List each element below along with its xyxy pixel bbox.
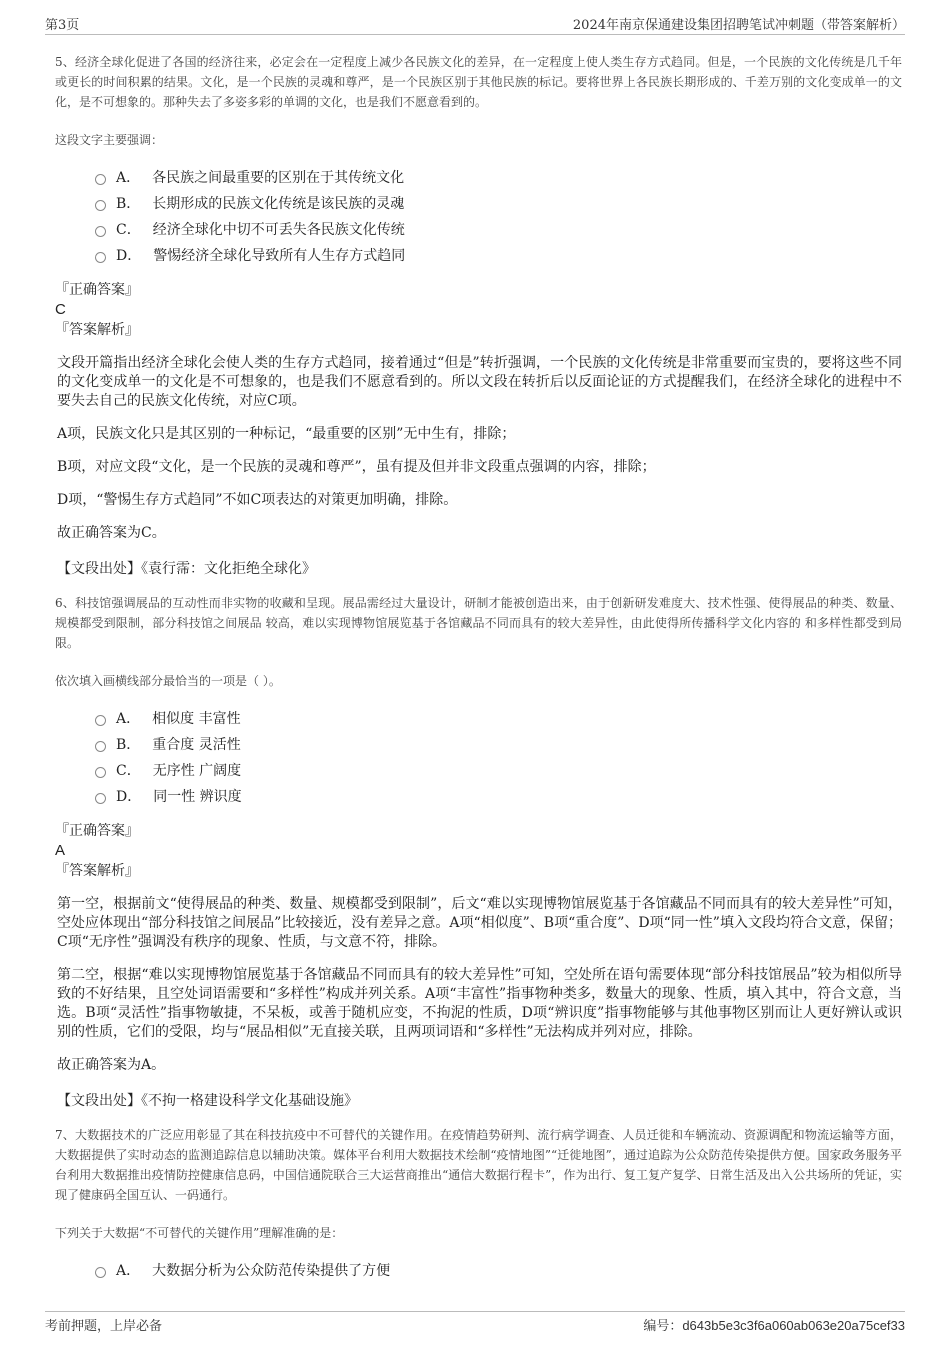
answer-label: 『正确答案』 (55, 823, 139, 839)
analysis-paragraph: 第一空，根据前文“使得展品的种类、数量、规模都受到限制”，后文“难以实现博物馆展览基于各馆藏品不同而具有的较大差异性”可知，空处应体现出“部分科技馆之间展品”比较接近，没有差异之意。A项“相似度”、B项“重合度”、D项“同一性”填入文段均符合文意，保留；C项“无序性”强调没有秩序的现象、性质，与文意不符，排除。 (57, 896, 902, 950)
option-c[interactable]: C． 经济全球化中切不可丢失各民族文化传统 (95, 216, 902, 242)
option-a[interactable]: A． 相似度 丰富性 (95, 705, 902, 731)
radio-icon[interactable] (95, 767, 106, 778)
option-list (95, 164, 902, 268)
option-d[interactable]: D． 警惕经济全球化导致所有人生存方式趋同 (95, 242, 902, 268)
question-prompt: 依次填入画横线部分最恰当的一项是（ ）。 (55, 674, 281, 688)
analysis-paragraph: A项，民族文化只是其区别的一种标记，“最重要的区别”无中生有，排除； (57, 426, 516, 442)
radio-icon[interactable] (95, 741, 106, 752)
option-c[interactable]: C． 无序性 广阔度 (95, 757, 902, 783)
question-prompt: 下列关于大数据“不可替代的关键作用”理解准确的是： (55, 1226, 344, 1240)
question-stem: 7、大数据技术的广泛应用彰显了其在科技抗疫中不可替代的关键作用。在疫情趋势研判、流行病学调查、人员迁徙和车辆流动、资源调配和物流运输等方面，大数据提供了实时动态的监测追踪信息以辅助决策。媒体平台利用大数据技术绘制“疫情地图”“迁徙地图”，通过追踪为公众防范传染提供方便。国家政务服务平台利用大数据推出疫情防控健康信息码，中国信通院联合三大运营商推出“通信大数据行程卡”，作为出行、复工复产复学、日常生活及出入公共场所的凭证，实现了健康码全国互认、一码通行。 (55, 1128, 902, 1202)
radio-icon[interactable] (95, 715, 106, 726)
answer-value: C (55, 301, 66, 318)
analysis-paragraph: 故正确答案为C。 (57, 525, 166, 541)
answer-label: 『正确答案』 (55, 282, 139, 298)
analysis-paragraph: D项，“警惕生存方式趋同”不如C项表达的对策更加明确，排除。 (57, 492, 458, 508)
radio-icon[interactable] (95, 1267, 106, 1278)
question-stem: 6、科技馆强调展品的互动性而非实物的收藏和呈现。展品需经过大量设计，研制才能被创造出来，由于创新研发难度大、技术性强、使得展品的种类、数量、规模都受到限制，部分科技馆之间展品 较高，难以实现博物馆展览基于各馆藏品不同而具有的较大差异性，由此使得所传播科学文化内容的 和多样性都受到局限。 (55, 596, 902, 650)
radio-icon[interactable] (95, 793, 106, 804)
question-stem: 5、经济全球化促进了各国的经济往来，必定会在一定程度上减少各民族文化的差异，在一定程度上使人类生存方式趋同。但是，一个民族的文化传统是几千年或更长的时间积累的结果。文化，是一个民族的灵魂和尊严，是一个民族区别于其他民族的标记。要将世界上各民族长期形成的、千差万别的文化变成单一的文化，是不可想象的。那种失去了多姿多彩的单调的文化，也是我们不愿意看到的。 (55, 55, 902, 109)
option-d[interactable]: D． 同一性 辨识度 (95, 783, 902, 809)
code-value: d643b5e3c3f6a060ab063e20a75cef33 (682, 1318, 905, 1333)
question-prompt: 这段文字主要强调： (55, 133, 164, 147)
option-b[interactable]: B． 重合度 灵活性 (95, 731, 902, 757)
option-list (95, 1257, 902, 1283)
document-body (55, 52, 902, 1295)
page-footer (45, 1311, 905, 1336)
option-a[interactable]: A． 大数据分析为公众防范传染提供了方便 (95, 1257, 902, 1283)
radio-icon[interactable] (95, 200, 106, 211)
answer-value: A (55, 842, 66, 859)
footer-slogan: 考前押题，上岸必备 (45, 1319, 163, 1334)
document-code (643, 1315, 905, 1334)
radio-icon[interactable] (95, 252, 106, 263)
question-5 (55, 52, 902, 579)
analysis-paragraph: 文段开篇指出经济全球化会使人类的生存方式趋同，接着通过“但是”转折强调，一个民族的文化传统是非常重要而宝贵的，要将这些不同的文化变成单一的文化是不可想象的，也是我们不愿意看到的。所以文段在转折后以反面论证的方式提醒我们，在经济全球化的进程中不要失去自己的民族文化传统，对应C项。 (57, 355, 902, 409)
code-label: 编号： (643, 1319, 683, 1334)
analysis-paragraph: 第二空，根据“难以实现博物馆展览基于各馆藏品不同而具有的较大差异性”可知，空处所在语句需要体现“部分科技馆展品”较为相似所导致的不好结果，且空处词语需要和“多样性”构成并列关系。A项“丰富性”指事物种类多，数量大的现象、性质，填入其中，符合文意，当选。B项“灵活性”指事物敏捷，不呆板，或善于随机应变，不拘泥的性质，D项“辨识度”指事物能够与其他事物区别而让人更好辨认或识别的性质，它们的受限，均与“展品相似”无直接关联，且两项词语和“多样性”无法构成并列对应，排除。 (57, 967, 902, 1040)
option-a[interactable]: A． 各民族之间最重要的区别在于其传统文化 (95, 164, 902, 190)
radio-icon[interactable] (95, 174, 106, 185)
analysis-label: 『答案解析』 (55, 322, 139, 338)
source-citation: 【文段出处】《袁行霈：文化拒绝全球化》 (57, 561, 316, 577)
option-b[interactable]: B． 长期形成的民族文化传统是该民族的灵魂 (95, 190, 902, 216)
page-header (45, 12, 905, 35)
analysis-paragraph: 故正确答案为A。 (57, 1057, 166, 1073)
analysis-paragraph: B项，对应文段“文化，是一个民族的灵魂和尊严”，虽有提及但并非文段重点强调的内容，排除； (57, 459, 656, 475)
radio-icon[interactable] (95, 226, 106, 237)
page-number: 第3页 (45, 18, 80, 33)
analysis-label: 『答案解析』 (55, 863, 139, 879)
question-6 (55, 593, 902, 1111)
document-title: 2024年南京保通建设集团招聘笔试冲刺题（带答案解析） (572, 18, 905, 33)
source-citation: 【文段出处】《不拘一格建设科学文化基础设施》 (57, 1093, 358, 1109)
option-list (95, 705, 902, 809)
question-7 (55, 1125, 902, 1283)
